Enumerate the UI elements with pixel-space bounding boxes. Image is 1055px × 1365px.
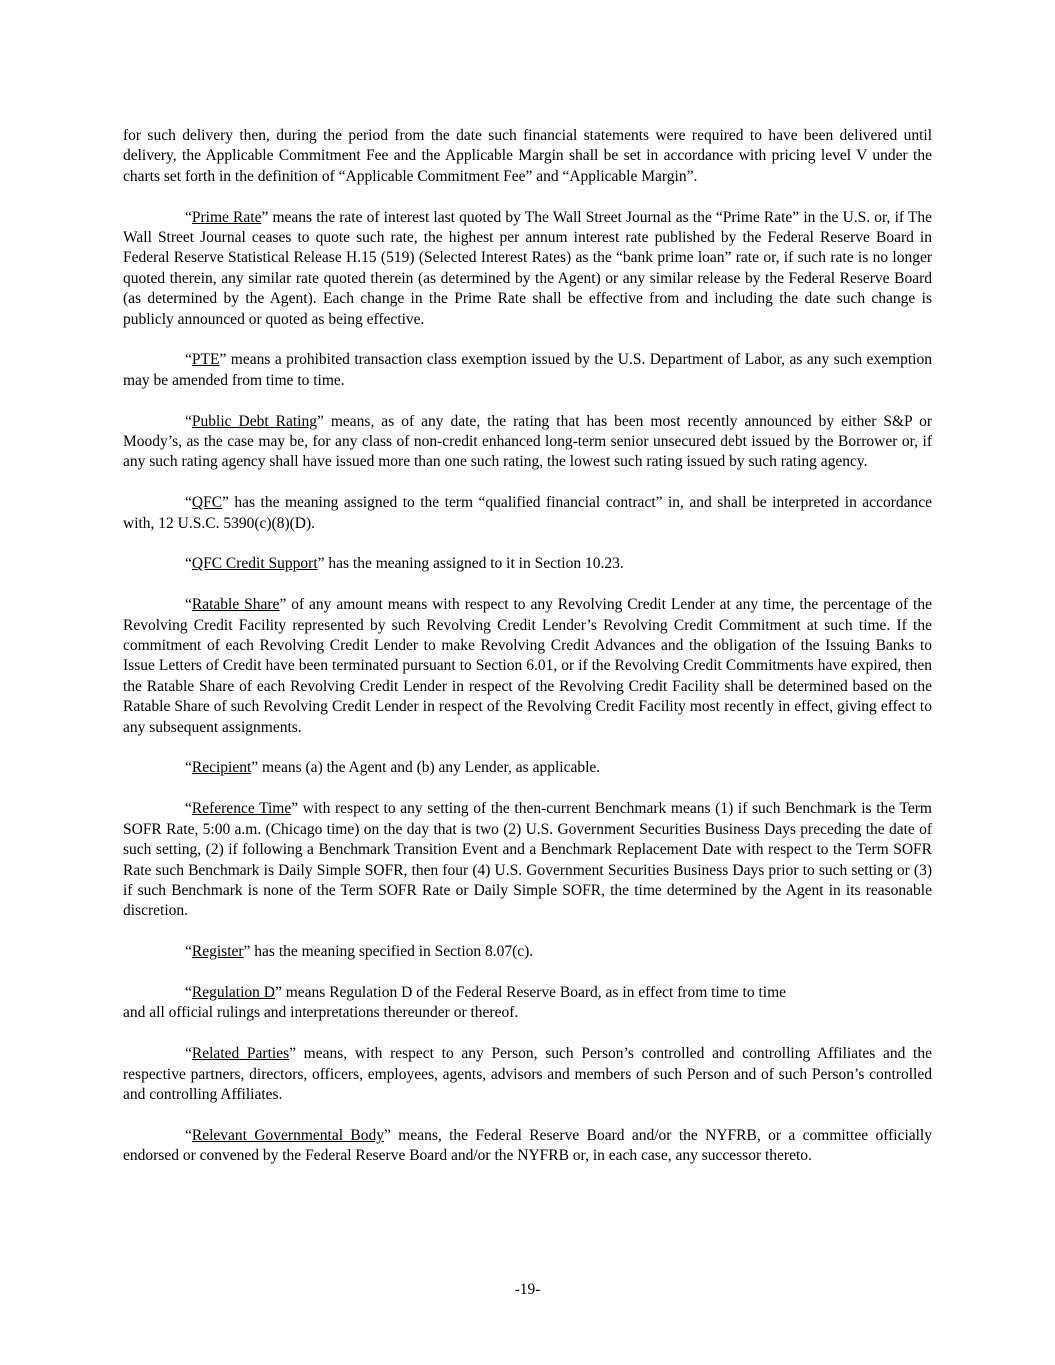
- paragraph-text: ” means, as of any date, the rating that has been most recently announced by either S&P or Moody’s, as the case may be, for any class of non-credit enhanced long-term senior unsecured debt issued by the Borrower or, if any such rating agency shall have issued more than one such rating, the lowest such rating issued by such rating agency.: [123, 412, 932, 471]
- defined-term: QFC: [191, 494, 223, 512]
- defined-term: Recipient: [191, 759, 252, 777]
- definition-recipient: [123, 758, 932, 778]
- paragraph-continuation: [123, 126, 932, 187]
- definition-public-debt-rating: [123, 412, 932, 473]
- open-quote: “: [185, 596, 192, 614]
- definition-prime-rate: [123, 208, 932, 330]
- defined-term: Related Parties: [191, 1045, 290, 1063]
- defined-term: Public Debt Rating: [191, 412, 317, 430]
- paragraph-text: ” of any amount means with respect to any Revolving Credit Lender at any time, the percentage of the Revolving Credit Facility represented by such Revolving Credit Lender’s Revolving Credit Commitment at such time. If the commitment of each Revolving Credit Lender to make Revolving Credit Advances and the obligation of the Issuing Banks to Issue Letters of Credit have been terminated pursuant to Section 6.01, or if the Revolving Credit Commitments have expired, then the Ratable Share of each Revolving Credit Lender in respect of the Revolving Credit Facility shall be determined based on the Ratable Share of such Revolving Credit Lender in respect of the Revolving Credit Facility most recently in effect, giving effect to any subsequent assignments.: [123, 596, 932, 736]
- page-number: -19-: [514, 1281, 541, 1298]
- paragraph-text: for such delivery then, during the period from the date such financial statements were required to have been delivered until delivery, the Applicable Commitment Fee and the Applicable Margin shall be set in accordance with pricing level V under the charts set forth in the definition of “Applicable Commitment Fee” and “Applicable Margin”.: [123, 127, 932, 185]
- defined-term: Register: [191, 943, 244, 961]
- defined-term: PTE: [191, 351, 220, 369]
- definition-regulation-d: [123, 983, 932, 1024]
- open-quote: “: [185, 759, 192, 777]
- paragraph-text: ” means, with respect to any Person, such Person’s controlled and controlling Affiliates and the respective partners, directors, officers, employees, agents, advisors and members of such Person and of such Person’s controlled and controlling Affiliates.: [123, 1045, 932, 1103]
- paragraph-text: ” means, the Federal Reserve Board and/or the NYFRB, or a committee officially endorsed or convened by the Federal Reserve Board and/or the NYFRB or, in each case, any successor thereto.: [123, 1126, 932, 1165]
- open-quote: “: [185, 800, 192, 818]
- open-quote: “: [185, 412, 192, 430]
- open-quote: “: [185, 555, 192, 573]
- defined-term: Reference Time: [191, 800, 292, 818]
- open-quote: “: [185, 494, 192, 512]
- paragraph-text-line2: and all official rulings and interpretations thereunder or thereof.: [123, 1004, 519, 1022]
- open-quote: “: [185, 943, 192, 961]
- paragraph-text: ” means a prohibited transaction class exemption issued by the U.S. Department of Labor, as any such exemption may be amended from time to time.: [123, 351, 932, 389]
- definition-ratable-share: [123, 595, 932, 738]
- paragraph-text: ” means Regulation D of the Federal Reserve Board, as in effect from time to time: [274, 983, 787, 1001]
- definition-relevant-governmental-body: [123, 1126, 932, 1167]
- paragraph-text: ” has the meaning assigned to the term “qualified financial contract” in, and shall be interpreted in accordance with, 12 U.S.C. 5390(c)(8)(D).: [123, 494, 932, 532]
- paragraph-text: ” means (a) the Agent and (b) any Lender, as applicable.: [251, 759, 601, 777]
- open-quote: “: [185, 1045, 192, 1063]
- open-quote: “: [185, 208, 192, 226]
- paragraph-text: ” has the meaning specified in Section 8.07(c).: [243, 943, 534, 961]
- paragraph-text: ” with respect to any setting of the then-current Benchmark means (1) if such Benchmark is the Term SOFR Rate, 5:00 a.m. (Chicago time) on the day that is two (2) U.S. Government Securities Business Days preceding the date of such setting, (2) if following a Benchmark Transition Event and a Benchmark Replacement Date with respect to the Term SOFR Rate such Benchmark is Daily Simple SOFR, then four (4) U.S. Government Securities Business Days prior to such setting or (3) if such Benchmark is none of the Term SOFR Rate or Daily Simple SOFR, the time determined by the Agent in its reasonable discretion.: [123, 800, 932, 920]
- definition-register: [123, 942, 932, 962]
- open-quote: “: [185, 351, 192, 369]
- defined-term: Prime Rate: [191, 208, 262, 226]
- definition-qfc: [123, 493, 932, 534]
- defined-term: Ratable Share: [191, 596, 280, 614]
- definition-pte: [123, 350, 932, 391]
- defined-term: QFC Credit Support: [191, 555, 318, 573]
- defined-term: Regulation D: [191, 983, 275, 1001]
- paragraph-text: ” has the meaning assigned to it in Section 10.23.: [317, 555, 624, 573]
- definition-reference-time: [123, 799, 932, 921]
- paragraph-text: ” means the rate of interest last quoted by The Wall Street Journal as the “Prime Rate” in the U.S. or, if The Wall Street Journal ceases to quote such rate, the highest per annum interest rate published by the Federal Reserve Board in Federal Reserve Statistical Release H.15 (519) (Selected Interest Rates) as the “bank prime loan” rate or, if such rate is no longer quoted therein, any similar rate quoted therein (as determined by the Agent) or any similar release by the Federal Reserve Board (as determined by the Agent). Each change in the Prime Rate shall be effective from and including the date such change is publicly announced or quoted as being effective.: [123, 208, 932, 328]
- open-quote: “: [185, 983, 192, 1001]
- definition-qfc-credit-support: [123, 554, 932, 574]
- open-quote: “: [185, 1126, 192, 1144]
- definition-related-parties: [123, 1044, 932, 1105]
- defined-term: Relevant Governmental Body: [191, 1126, 384, 1144]
